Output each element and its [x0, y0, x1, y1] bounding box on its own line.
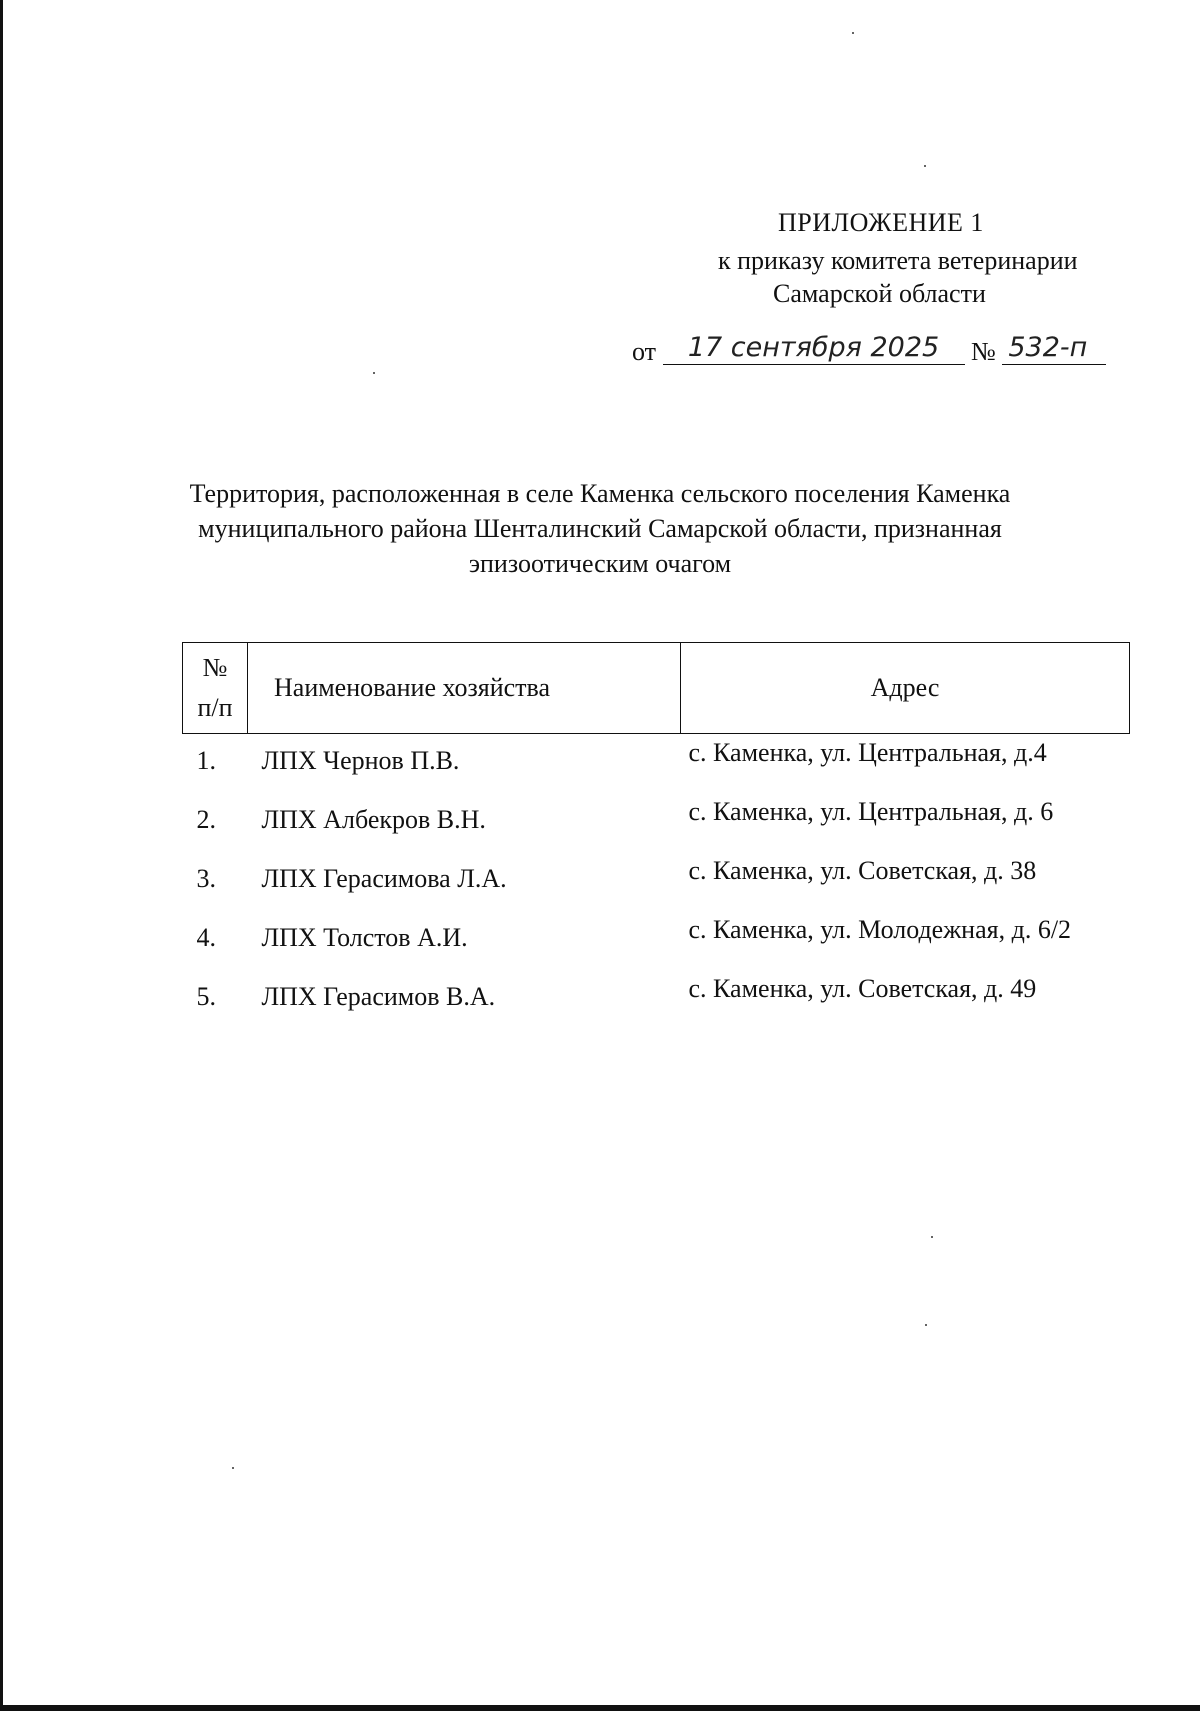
scan-speck: [373, 372, 375, 374]
title-line-1: Территория, расположенная в селе Каменка сельского поселения Каменка: [189, 479, 1011, 508]
annex-reference-line: к приказу комитета ветеринарии: [718, 246, 1078, 275]
title-line-2: муниципального района Шенталинский Самарской области, признанная: [198, 514, 1002, 543]
annex-title: ПРИЛОЖЕНИЕ 1: [778, 208, 984, 237]
row-number: 4.: [196, 923, 216, 952]
title-line-3: эпизоотическим очагом: [468, 549, 732, 578]
scan-speck: [852, 32, 854, 34]
order-date-number-line: [632, 332, 1106, 369]
table-row: [183, 852, 1130, 911]
table-header-row: [183, 643, 1130, 734]
row-number: 1.: [196, 746, 216, 775]
annex-region-line: Самарской области: [773, 279, 986, 308]
table-row: [183, 793, 1130, 852]
page-edge-bottom: [0, 1705, 1200, 1711]
row-address: с. Каменка, ул. Советская, д. 49: [688, 974, 1037, 1003]
row-number: 3.: [196, 864, 216, 893]
page-edge-left: [0, 0, 3, 1711]
table-row: [183, 970, 1130, 1029]
order-number-label: №: [971, 337, 996, 366]
row-address: с. Каменка, ул. Советская, д. 38: [688, 856, 1037, 885]
row-household-name: ЛПХ Герасимов В.А.: [261, 982, 496, 1011]
row-household-name: ЛПХ Чернов П.В.: [261, 746, 460, 775]
row-household-name: ЛПХ Албекров В.Н.: [261, 805, 486, 834]
row-address: с. Каменка, ул. Молодежная, д. 6/2: [688, 915, 1072, 944]
households-table: [182, 642, 1130, 1029]
order-date-handwritten: 17 сентября 2025: [663, 332, 965, 365]
order-number-handwritten: 532-п: [1002, 332, 1106, 365]
header-number-pp: п/п: [197, 693, 233, 722]
header-household-name: Наименование хозяйства: [248, 643, 681, 734]
table-row: [183, 734, 1130, 794]
row-number: 2.: [196, 805, 216, 834]
row-household-name: ЛПХ Толстов А.И.: [261, 923, 468, 952]
header-number: [183, 643, 248, 734]
header-address: Адрес: [681, 643, 1130, 734]
row-household-name: ЛПХ Герасимова Л.А.: [261, 864, 507, 893]
scan-speck: [925, 1324, 927, 1326]
row-address: с. Каменка, ул. Центральная, д.4: [688, 738, 1047, 767]
scan-speck: [232, 1467, 234, 1469]
scan-speck: [931, 1236, 933, 1238]
row-address: с. Каменка, ул. Центральная, д. 6: [688, 797, 1054, 826]
table-row: [183, 911, 1130, 970]
header-number-symbol: №: [202, 653, 228, 682]
order-from-label: от: [632, 337, 657, 366]
row-number: 5.: [196, 982, 216, 1011]
document-title: [150, 476, 1050, 581]
scan-speck: [924, 165, 926, 167]
